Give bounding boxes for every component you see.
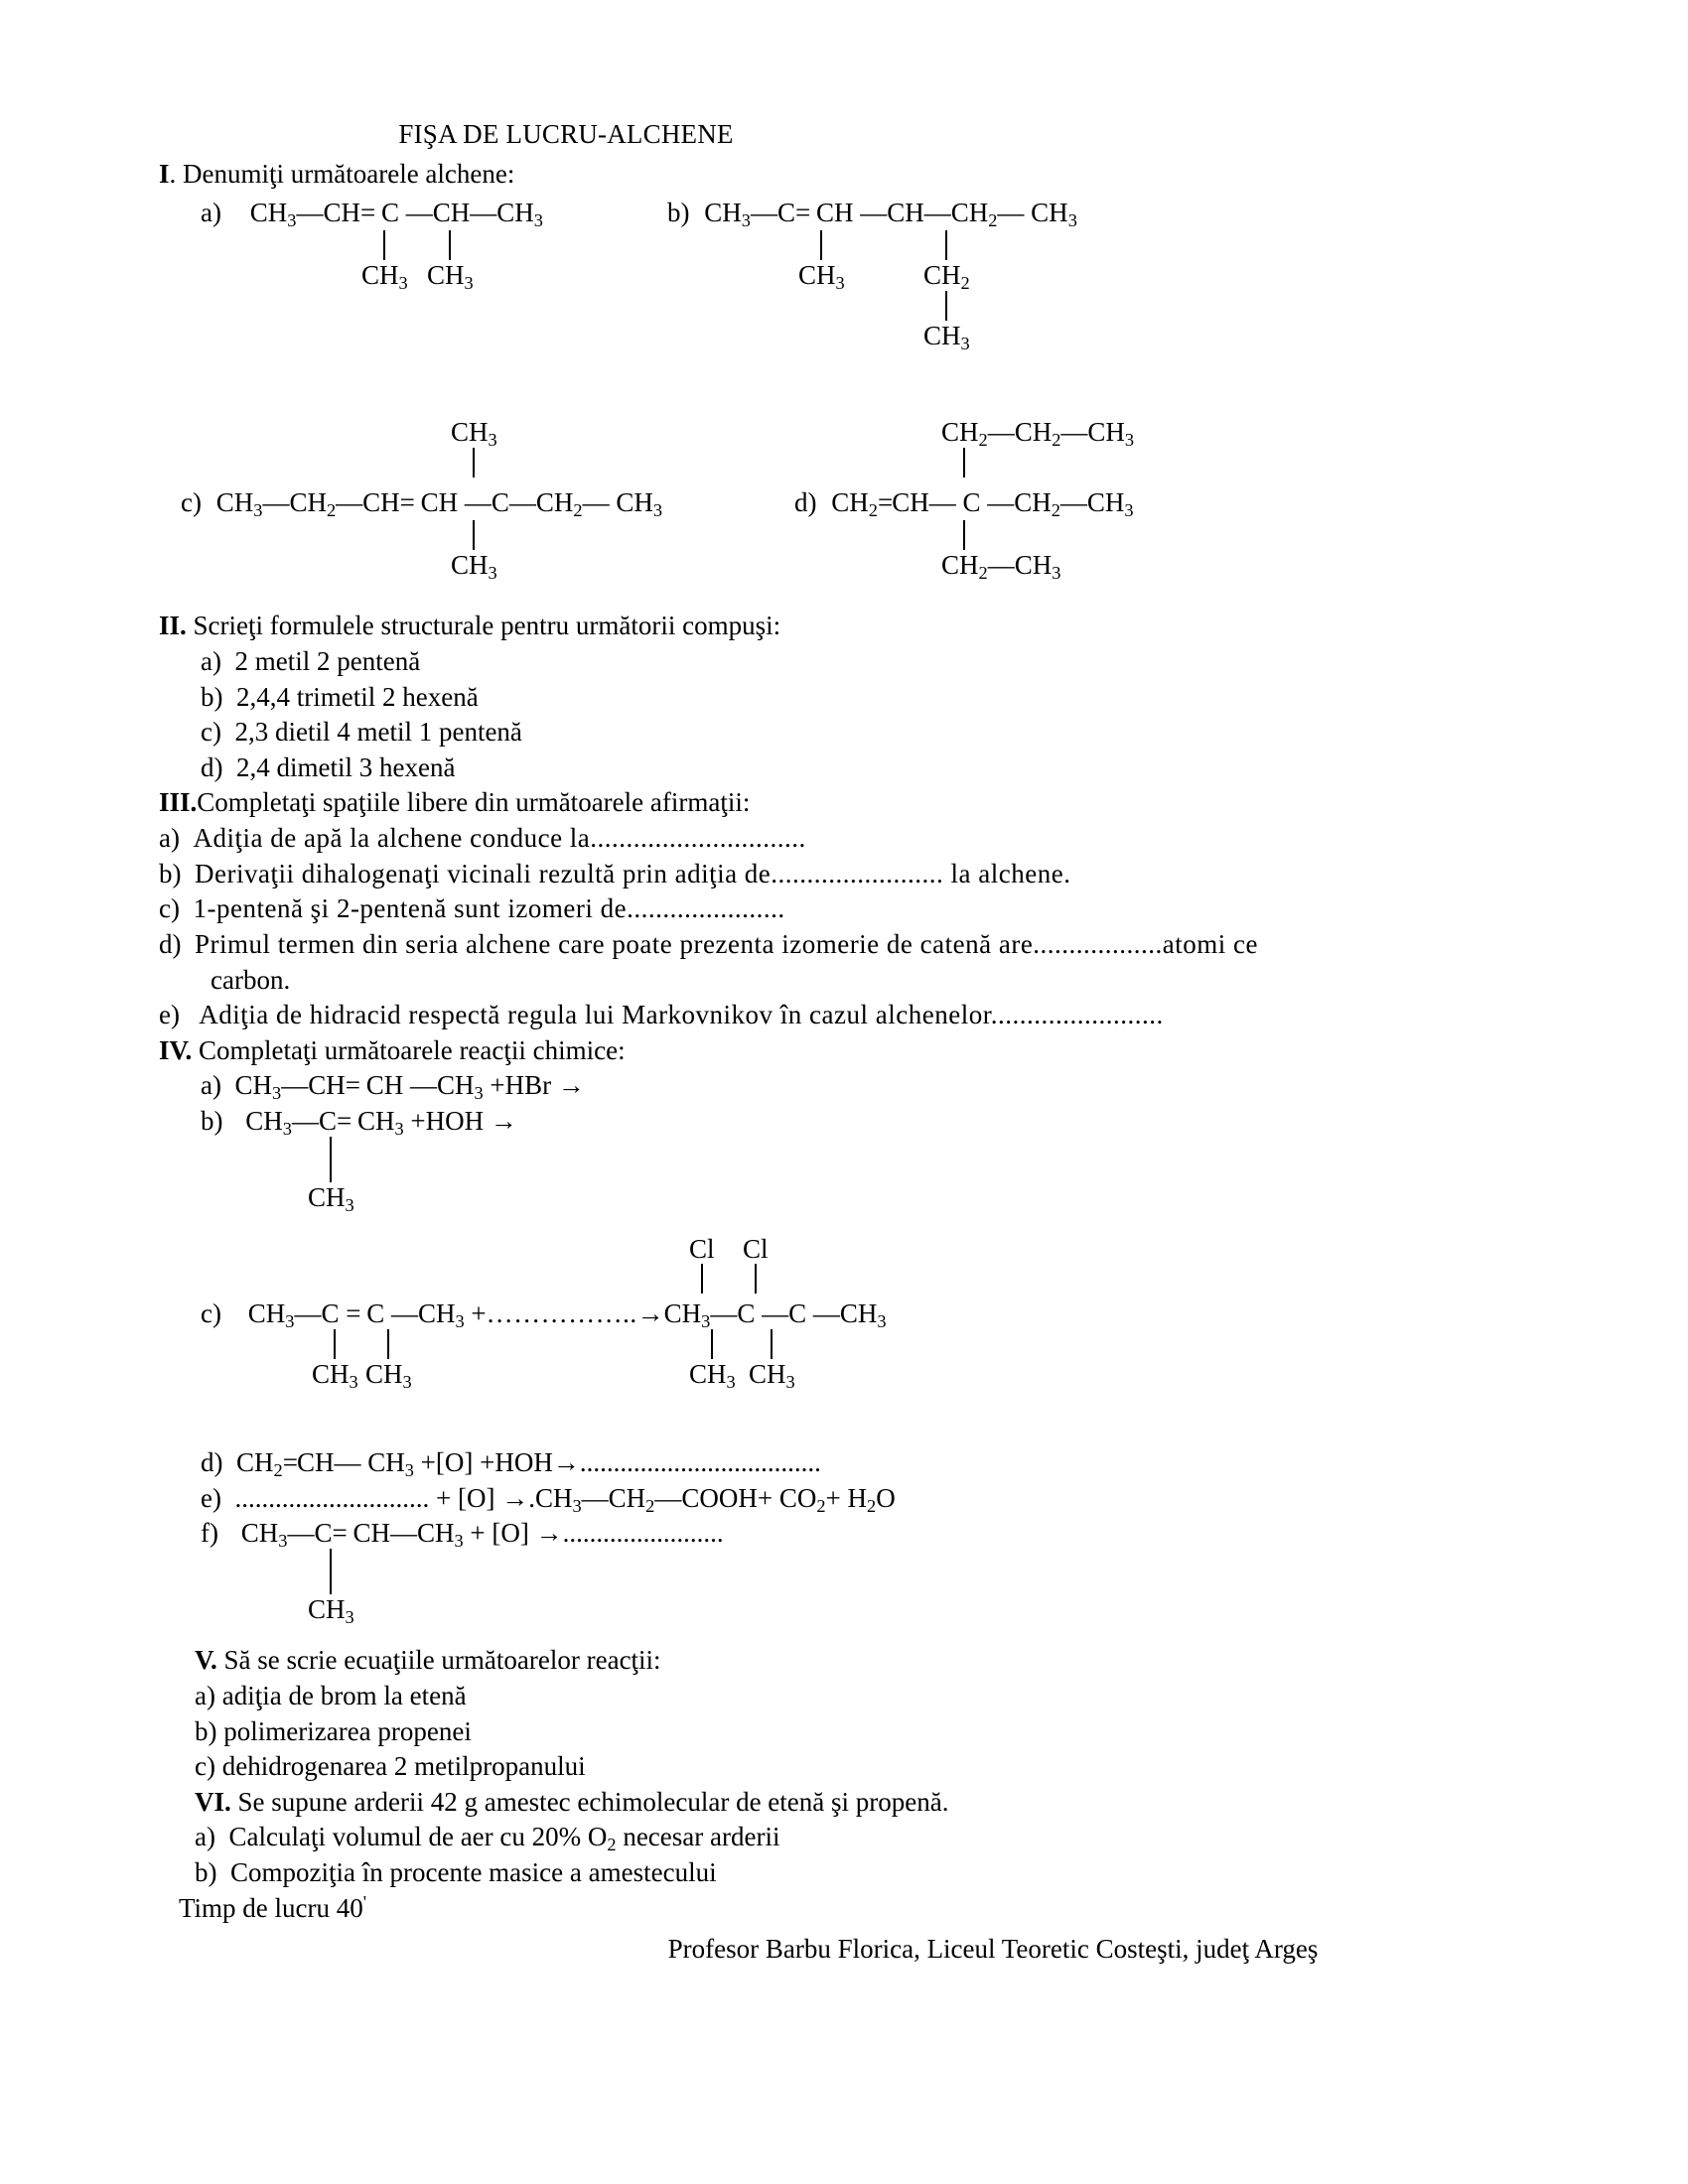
structure-4c-right-bottom-1-text: $CH_3$	[689, 1359, 736, 1392]
item-label: a)	[195, 1680, 215, 1710]
structure-1a-branch-1-text: $CH_3$	[361, 260, 408, 294]
structure-1a-branch-1	[361, 229, 408, 294]
bond-vertical	[945, 291, 947, 321]
section-2-item-c	[159, 715, 1549, 751]
item-text: Primul termen din seria alchene care poate prezenta izomerie de catenă are..................atomi ce	[195, 928, 1259, 959]
time-limit-mark: '	[362, 1891, 367, 1912]
structure-1d	[794, 417, 1135, 584]
section-3-item-d	[159, 927, 1549, 963]
section-5-heading-text: Să se scrie ecuaţiile următoarelor reacţii:	[216, 1645, 661, 1676]
structure-1c-chain: $CH_3—CH_2—CH=$ CH $—C—CH_2—$ $CH_3$	[215, 487, 663, 521]
reaction-4b: $CH_3—C= CH_3 +HOH$ →	[245, 1106, 517, 1139]
item-label: c)	[159, 893, 180, 924]
bond-vertical	[711, 1329, 713, 1359]
section-1-structures-row-2	[159, 417, 1549, 589]
structure-1d-chain: $CH_2=CH—$ C $—CH_2—CH_3$	[831, 487, 1134, 521]
section-4-heading	[159, 1033, 1549, 1069]
reaction-4a: $CH_3—CH=$ CH $—CH_3 +HBr$ →	[234, 1070, 585, 1104]
structure-1b-branch-1-text: $CH_3$	[798, 260, 845, 294]
reaction-4c-dots: ……………..	[486, 1298, 637, 1328]
structure-4b-branch	[308, 1136, 354, 1215]
item-label: d)	[159, 928, 182, 959]
section-3-item-a	[159, 821, 1549, 857]
bond-vertical	[820, 230, 822, 260]
section-3-heading	[159, 785, 1549, 821]
section-1-heading	[159, 157, 1549, 193]
item-text: Calculaţi volumul de aer cu 20% $O_2$ necesar arderii	[228, 1822, 780, 1855]
spacer	[159, 589, 1549, 609]
item-label: a)	[195, 1822, 215, 1852]
bond-vertical	[945, 230, 947, 260]
structure-1b-branch-2-top: $CH_2$	[923, 260, 970, 294]
bond-vertical	[771, 1329, 773, 1359]
structure-4c-right-top-2	[743, 1235, 769, 1295]
item-label: b)	[159, 858, 182, 888]
section-4-item-e	[159, 1481, 1549, 1517]
item-label: a)	[159, 823, 180, 853]
section-2-item-b	[159, 680, 1549, 716]
structure-4c-left-branch-2	[365, 1328, 412, 1392]
structure-1b-branch-2	[923, 229, 970, 353]
item-label: b)	[201, 681, 223, 712]
structure-4c-left-branch-2-text: $CH_3$	[365, 1359, 412, 1392]
bond-vertical	[330, 1137, 332, 1182]
section-3-item-e	[159, 998, 1549, 1033]
section-4-item-c	[159, 1235, 1549, 1416]
structure-1a	[201, 196, 543, 294]
section-6-numeral: VI.	[195, 1786, 231, 1817]
structure-1c-branch-bottom	[451, 519, 497, 584]
section-4-item-a	[159, 1068, 1549, 1104]
bond-vertical	[473, 520, 475, 550]
document-body	[159, 117, 1549, 1968]
section-1-numeral: I	[159, 158, 170, 189]
structure-4c-right-top-1-text: Cl	[689, 1234, 715, 1264]
reaction-4c-right: $CH_3—C$ —C $—CH_3$	[663, 1298, 887, 1331]
structure-1c	[181, 417, 663, 584]
structure-4c-right-top-2-text: Cl	[743, 1234, 769, 1264]
structure-1c-label: c)	[181, 487, 202, 518]
page-title: FIŞA DE LUCRU-ALCHENE	[398, 119, 734, 149]
item-label: c)	[201, 1298, 221, 1328]
item-text: 1-pentenă şi 2-pentenă sunt izomeri de......................	[193, 893, 785, 924]
structure-1b-branch-2-bottom: $CH_3$	[923, 320, 970, 353]
item-label: a)	[201, 645, 221, 676]
item-label: a)	[201, 1070, 221, 1101]
item-text: 2,3 dietil 4 metil 1 pentenă	[234, 717, 522, 748]
reaction-4f: $CH_3—C=$ $CH—CH_3 + [O]$ →........................	[240, 1518, 724, 1552]
item-label: b)	[195, 1857, 217, 1887]
item-label: c)	[201, 717, 221, 748]
section-4-item-b	[159, 1104, 1549, 1235]
bond-vertical	[755, 1264, 757, 1294]
item-text: 2,4 dimetil 3 hexenă	[236, 751, 456, 782]
section-2-heading	[159, 609, 1549, 644]
structure-1b-branch-1	[798, 229, 845, 294]
reaction-4e: ............................. + $[O] \to.CH_3—CH_2—COOH+ CO_2+ H_2O$	[234, 1482, 896, 1516]
section-5-item-b	[159, 1714, 1549, 1750]
section-6-item-b	[159, 1855, 1549, 1891]
reaction-4c-left: $CH_3—C = C$ $—CH_3$ +	[247, 1298, 487, 1331]
item-label: b)	[195, 1715, 217, 1746]
item-label: e)	[159, 1000, 180, 1030]
structure-1a-label: a)	[201, 198, 221, 228]
section-2-item-d	[159, 751, 1549, 786]
bond-vertical	[701, 1264, 703, 1294]
bond-vertical	[330, 1549, 332, 1594]
time-limit-label: Timp de lucru 40	[179, 1892, 363, 1923]
structure-1d-label: d)	[794, 487, 817, 518]
structure-1d-branch-bottom	[941, 519, 1061, 584]
structure-1c-branch-bottom-text: $CH_3$	[451, 550, 497, 584]
section-5-heading	[159, 1643, 1549, 1679]
section-3-heading-text: Completaţi spaţiile libere din următoarele afirmaţii:	[197, 787, 751, 818]
item-text: adiţia de brom la etenă	[214, 1680, 467, 1710]
section-6-heading	[159, 1785, 1549, 1821]
structure-1b-chain: $CH_3—C=$ CH $—CH—CH_2—$ $CH_3$	[704, 198, 1077, 231]
item-label: f)	[201, 1518, 218, 1549]
structure-1c-branch-top	[451, 418, 497, 478]
bond-vertical	[963, 448, 965, 478]
item-text: polimerizarea propenei	[216, 1715, 472, 1746]
section-1-structures-row-1	[159, 192, 1549, 380]
item-label: e)	[201, 1482, 221, 1513]
section-3-item-b	[159, 857, 1549, 892]
bond-vertical	[449, 230, 451, 260]
author-signature: Profesor Barbu Florica, Liceul Teoretic Costeşti, judeţ Argeş	[667, 1934, 1319, 1965]
structure-4c-left-branch-1	[312, 1328, 358, 1392]
section-6-heading-text: Se supune arderii 42 g amestec echimolecular de etenă şi propenă.	[230, 1786, 949, 1817]
reaction-4d: $CH_2=CH—$ $CH_3 +[O] +HOH\to$....................................	[236, 1447, 821, 1480]
structure-1d-branch-top-text: $CH_2—CH_2—CH_3$	[941, 417, 1135, 451]
item-text: Adiţia de apă la alchene conduce la..............................	[193, 823, 806, 853]
section-4-item-d	[159, 1445, 1549, 1481]
section-3-item-d-wrap	[159, 963, 1549, 999]
structure-4c-right-bottom-2-text: $CH_3$	[749, 1359, 795, 1392]
bond-vertical	[334, 1329, 336, 1359]
structure-4f-branch-text: $CH_3$	[308, 1594, 354, 1628]
structure-4c-right-bottom-1	[689, 1328, 736, 1392]
time-limit	[159, 1891, 1549, 1927]
section-4-numeral: IV.	[159, 1034, 193, 1065]
item-text: 2,4,4 trimetil 2 hexenă	[236, 681, 479, 712]
bond-vertical	[473, 448, 475, 478]
structure-1a-branch-2	[427, 229, 474, 294]
bond-vertical	[383, 230, 385, 260]
bond-vertical	[387, 1329, 389, 1359]
item-text: Derivaţii dihalogenaţi vicinali rezultă prin adiţia de........................ la alchene.	[195, 858, 1071, 888]
section-2-item-a	[159, 644, 1549, 680]
structure-1a-chain: $CH_3—CH= C$ $—CH—CH_3$	[249, 198, 543, 231]
section-3-numeral: III.	[159, 787, 198, 818]
reaction-4c-arrow: →	[636, 1298, 664, 1328]
item-text: Compoziţia în procente masice a amestecului	[230, 1857, 717, 1887]
structure-4c-right-bottom-2	[749, 1328, 795, 1392]
bond-vertical	[963, 520, 965, 550]
item-label: c)	[195, 1751, 215, 1782]
item-label: d)	[201, 751, 223, 782]
section-6-item-a	[159, 1820, 1549, 1855]
item-text: 2 metil 2 pentenă	[234, 645, 421, 676]
section-5-item-a	[159, 1679, 1549, 1714]
structure-1d-branch-top	[941, 418, 1134, 478]
item-text: dehidrogenarea 2 metilpropanului	[214, 1751, 586, 1782]
section-3-item-c	[159, 891, 1549, 927]
structure-4c-right-top-1	[689, 1235, 715, 1295]
spacer	[159, 1416, 1549, 1445]
section-2-heading-text: Scrieţi formulele structurale pentru următorii compuşi:	[186, 611, 781, 641]
structure-1b	[667, 196, 1077, 353]
structure-4f-branch	[308, 1548, 354, 1628]
item-label: d)	[201, 1447, 223, 1477]
structure-4b-branch-text: $CH_3$	[308, 1182, 354, 1215]
item-text: Adiţia de hidracid respectă regula lui Markovnikov în cazul alchenelor........................	[193, 1000, 1164, 1030]
structure-1d-branch-bottom-text: $CH_2—CH_3$	[941, 550, 1061, 584]
section-2-numeral: II.	[159, 611, 187, 641]
structure-1b-label: b)	[667, 198, 690, 228]
item-label: b)	[201, 1106, 223, 1136]
spacer	[159, 380, 1549, 420]
section-1-heading-text: . Denumiţi următoarele alchene:	[169, 158, 515, 189]
section-5-numeral: V.	[195, 1645, 217, 1676]
section-5-item-c	[159, 1749, 1549, 1785]
structure-1a-branch-2-text: $CH_3$	[427, 260, 474, 294]
structure-4c-left-branch-1-text: $CH_3$	[312, 1359, 358, 1392]
structure-1c-branch-top-text: $CH_3$	[451, 417, 497, 451]
section-4-item-f	[159, 1516, 1549, 1643]
section-4-heading-text: Completaţi următoarele reacţii chimice:	[192, 1034, 626, 1065]
item-text-continued: carbon.	[211, 964, 291, 995]
